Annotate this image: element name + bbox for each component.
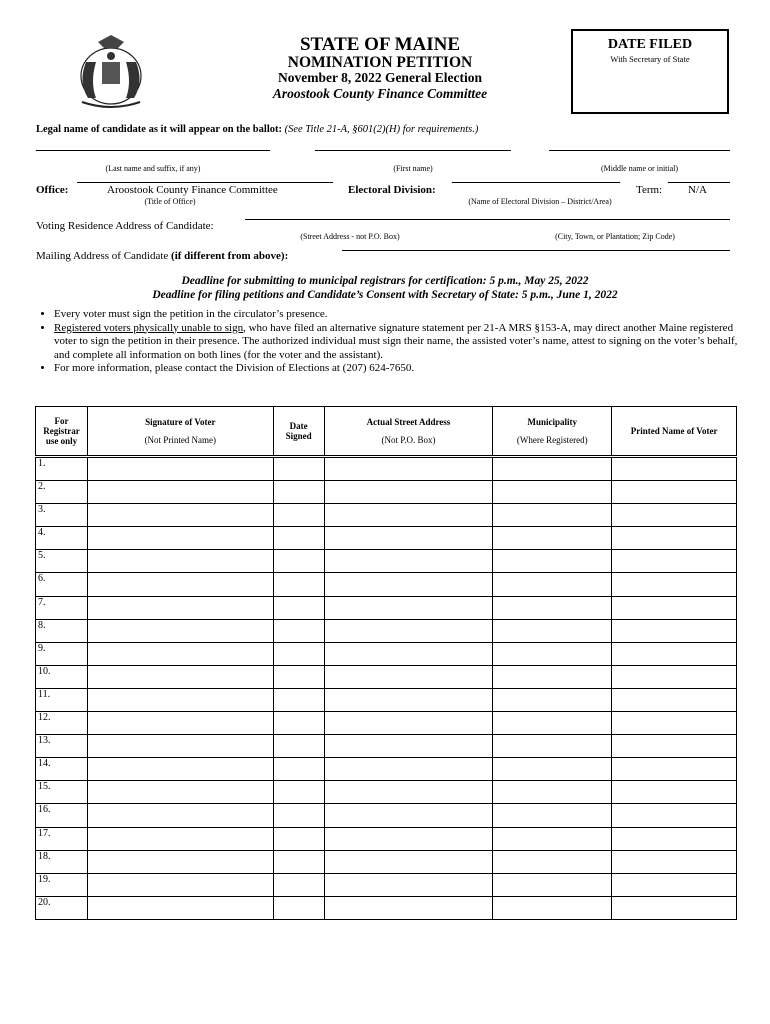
mailing-label-bold: (if different from above): — [171, 250, 289, 262]
signature-cell[interactable] — [87, 619, 273, 642]
date-filed-box — [571, 29, 729, 114]
division-label: Electoral Division: — [348, 184, 436, 196]
state-title: STATE OF MAINE — [299, 34, 461, 55]
row-number: 12. — [36, 712, 88, 735]
instruction-item — [54, 362, 744, 376]
table-row — [36, 896, 737, 919]
signature-cell[interactable] — [493, 873, 612, 896]
row-number: 9. — [36, 642, 88, 665]
table-row — [36, 688, 737, 711]
table-row — [36, 735, 737, 758]
row-number: 20. — [36, 896, 88, 919]
row-number: 3. — [36, 504, 88, 527]
table-row — [36, 550, 737, 573]
signature-cell[interactable] — [493, 596, 612, 619]
row-number: 19. — [36, 873, 88, 896]
signature-cell[interactable] — [324, 596, 493, 619]
table-row — [36, 457, 737, 481]
signature-cell[interactable] — [273, 850, 324, 873]
signature-cell[interactable] — [612, 596, 737, 619]
signature-cell[interactable] — [87, 457, 273, 481]
legal-name-label: Legal name of candidate as it will appear on the ballot: — [36, 124, 282, 135]
term-line — [668, 182, 730, 183]
signature-cell[interactable] — [87, 712, 273, 735]
signature-cell[interactable] — [324, 527, 493, 550]
row-number: 14. — [36, 758, 88, 781]
office-line — [77, 182, 333, 183]
signature-cell[interactable] — [324, 481, 493, 504]
first-name-caption: (First name) — [393, 164, 433, 173]
term-label: Term: — [636, 184, 663, 196]
signature-cell[interactable] — [273, 688, 324, 711]
row-number: 5. — [36, 550, 88, 573]
office-label: Office: — [36, 184, 69, 196]
signature-cell[interactable] — [612, 758, 737, 781]
signature-cell[interactable] — [324, 804, 493, 827]
table-header-row — [36, 407, 737, 457]
signature-cell[interactable] — [273, 504, 324, 527]
signature-cell[interactable] — [493, 619, 612, 642]
signature-cell[interactable] — [493, 688, 612, 711]
signature-cell[interactable] — [87, 688, 273, 711]
signature-cell[interactable] — [324, 758, 493, 781]
deadline-secretary: Deadline for filing petitions and Candidate’s Consent with Secretary of State: 5 p.m., June 1, 2022 — [152, 289, 618, 301]
instruction-link[interactable]: Registered voters physically unable to sign — [54, 321, 244, 334]
col-signature-label: Signature of Voter — [145, 417, 216, 427]
instruction-text: Every voter must sign the petition in the circulator’s presence. — [54, 308, 328, 320]
signature-cell[interactable] — [87, 573, 273, 596]
signature-cell[interactable] — [324, 642, 493, 665]
signature-cell[interactable] — [493, 758, 612, 781]
term-value[interactable]: N/A — [688, 184, 707, 196]
table-row — [36, 873, 737, 896]
signature-cell[interactable] — [87, 850, 273, 873]
col-address — [324, 407, 493, 457]
signature-cell[interactable] — [324, 896, 493, 919]
instruction-item — [54, 322, 744, 363]
signature-cell[interactable] — [612, 504, 737, 527]
row-number: 1. — [36, 457, 88, 481]
signature-cell[interactable] — [87, 758, 273, 781]
signature-cell[interactable] — [493, 850, 612, 873]
col-signature — [87, 407, 273, 457]
committee-title: Aroostook County Finance Committee — [272, 86, 488, 101]
division-line[interactable] — [452, 182, 620, 183]
signature-cell[interactable] — [273, 481, 324, 504]
signature-cell[interactable] — [273, 804, 324, 827]
mailing-label — [36, 250, 288, 262]
signature-cell[interactable] — [273, 596, 324, 619]
table-row — [36, 481, 737, 504]
row-number: 15. — [36, 781, 88, 804]
table-row — [36, 827, 737, 850]
col-address-sub: (Not P.O. Box) — [381, 435, 436, 445]
signature-cell[interactable] — [612, 896, 737, 919]
signature-cell[interactable] — [324, 504, 493, 527]
col-municipality — [493, 407, 612, 457]
signature-cell[interactable] — [273, 642, 324, 665]
signature-table — [35, 406, 737, 920]
table-row — [36, 712, 737, 735]
signature-cell[interactable] — [612, 527, 737, 550]
col-municipality-label: Municipality — [527, 417, 577, 427]
signature-cell[interactable] — [612, 457, 737, 481]
signature-cell[interactable] — [87, 527, 273, 550]
last-name-line[interactable] — [36, 150, 270, 151]
col-registrar: For Registrar use only — [36, 407, 88, 457]
signature-cell[interactable] — [87, 804, 273, 827]
signature-cell[interactable] — [87, 642, 273, 665]
signature-cell[interactable] — [493, 804, 612, 827]
signature-cell[interactable] — [324, 573, 493, 596]
election-title: November 8, 2022 General Election — [277, 70, 483, 85]
residence-label: Voting Residence Address of Candidate: — [36, 220, 214, 232]
signature-cell[interactable] — [273, 781, 324, 804]
signature-cell[interactable] — [324, 665, 493, 688]
table-row — [36, 781, 737, 804]
signature-cell[interactable] — [612, 827, 737, 850]
mailing-line[interactable] — [342, 250, 730, 251]
row-number: 2. — [36, 481, 88, 504]
signature-cell[interactable] — [493, 642, 612, 665]
signature-cell[interactable] — [273, 619, 324, 642]
signature-cell[interactable] — [612, 735, 737, 758]
first-name-line[interactable] — [315, 150, 511, 151]
state-seal-image — [68, 32, 154, 108]
signature-cell[interactable] — [324, 688, 493, 711]
office-caption: (Title of Office) — [144, 197, 196, 206]
signature-cell[interactable] — [493, 457, 612, 481]
signature-cell[interactable] — [493, 735, 612, 758]
office-value[interactable]: Aroostook County Finance Committee — [107, 184, 278, 196]
signature-cell[interactable] — [612, 873, 737, 896]
signature-cell[interactable] — [612, 573, 737, 596]
signature-cell[interactable] — [324, 457, 493, 481]
city-caption: (City, Town, or Plantation; Zip Code) — [555, 232, 675, 241]
signature-cell[interactable] — [273, 527, 324, 550]
signature-cell[interactable] — [493, 827, 612, 850]
deadline-registrars: Deadline for submitting to municipal registrars for certification: 5 p.m., May 25, 2022 — [181, 275, 589, 287]
instruction-item — [54, 308, 744, 322]
signature-cell[interactable] — [273, 873, 324, 896]
table-row — [36, 642, 737, 665]
table-row — [36, 758, 737, 781]
date-filed-sub: With Secretary of State — [610, 54, 690, 64]
signature-cell[interactable] — [87, 827, 273, 850]
signature-cell[interactable] — [273, 827, 324, 850]
signature-cell[interactable] — [87, 481, 273, 504]
signature-cell[interactable] — [273, 758, 324, 781]
row-number: 18. — [36, 850, 88, 873]
signature-cell[interactable] — [273, 573, 324, 596]
row-number: 11. — [36, 688, 88, 711]
middle-name-line[interactable] — [549, 150, 730, 151]
mailing-label-text: Mailing Address of Candidate — [36, 250, 169, 262]
table-row — [36, 573, 737, 596]
col-municipality-sub: (Where Registered) — [516, 435, 588, 445]
signature-cell[interactable] — [324, 619, 493, 642]
signature-cell[interactable] — [493, 665, 612, 688]
table-row — [36, 596, 737, 619]
signature-cell[interactable] — [493, 527, 612, 550]
signature-cell[interactable] — [612, 804, 737, 827]
signature-cell[interactable] — [493, 573, 612, 596]
col-printed-name: Printed Name of Voter — [612, 407, 737, 457]
col-date: Date Signed — [273, 407, 324, 457]
signature-cell[interactable] — [324, 827, 493, 850]
row-number: 17. — [36, 827, 88, 850]
signature-cell[interactable] — [612, 619, 737, 642]
signature-cell[interactable] — [324, 781, 493, 804]
signature-cell[interactable] — [87, 596, 273, 619]
signature-cell[interactable] — [273, 896, 324, 919]
signature-cell[interactable] — [87, 665, 273, 688]
signature-cell[interactable] — [273, 712, 324, 735]
signature-cell[interactable] — [87, 550, 273, 573]
signature-cell[interactable] — [612, 481, 737, 504]
signature-cell[interactable] — [612, 712, 737, 735]
signature-cell[interactable] — [493, 781, 612, 804]
table-row — [36, 527, 737, 550]
residence-line[interactable] — [245, 219, 730, 220]
legal-name-instruction — [36, 124, 478, 135]
signature-cell[interactable] — [612, 550, 737, 573]
signature-cell[interactable] — [493, 481, 612, 504]
table-row — [36, 504, 737, 527]
row-number: 8. — [36, 619, 88, 642]
signature-cell[interactable] — [87, 873, 273, 896]
middle-name-caption: (Middle name or initial) — [600, 164, 679, 173]
street-caption: (Street Address - not P.O. Box) — [300, 232, 400, 241]
table-row — [36, 804, 737, 827]
date-filed-label: DATE FILED — [607, 37, 693, 52]
last-name-caption: (Last name and suffix, if any) — [105, 164, 201, 173]
row-number: 10. — [36, 665, 88, 688]
signature-cell[interactable] — [87, 504, 273, 527]
col-address-label: Actual Street Address — [366, 417, 451, 427]
instruction-text: For more information, please contact the Division of Elections at (207) 624-7650. — [54, 362, 415, 374]
division-caption: (Name of Electoral Division – District/Area) — [468, 197, 612, 206]
form-title: NOMINATION PETITION — [287, 54, 473, 71]
signature-cell[interactable] — [87, 781, 273, 804]
signature-cell[interactable] — [273, 457, 324, 481]
row-number: 13. — [36, 735, 88, 758]
signature-cell[interactable] — [612, 642, 737, 665]
signature-cell[interactable] — [324, 550, 493, 573]
instruction-text: , who have filed an alternative signature statement per 21-A MRS §153-A, may direct another Maine registered voter to sign the petition in their presence. The authorized individual must sign their name, the assisted voter’s name, attest to signing on the voter’s behalf, and complete all information on both lines (for the voter and the assistant). — [54, 321, 738, 361]
table-row — [36, 850, 737, 873]
signature-cell[interactable] — [324, 850, 493, 873]
signature-cell[interactable] — [612, 688, 737, 711]
instructions-list — [36, 308, 744, 376]
row-number: 4. — [36, 527, 88, 550]
table-row — [36, 665, 737, 688]
signature-cell[interactable] — [324, 712, 493, 735]
row-number: 6. — [36, 573, 88, 596]
row-number: 7. — [36, 596, 88, 619]
signature-cell[interactable] — [87, 896, 273, 919]
signature-cell[interactable] — [612, 781, 737, 804]
signature-cell[interactable] — [493, 896, 612, 919]
row-number: 16. — [36, 804, 88, 827]
signature-cell[interactable] — [87, 735, 273, 758]
table-row — [36, 619, 737, 642]
signature-cell[interactable] — [493, 504, 612, 527]
signature-cell[interactable] — [273, 550, 324, 573]
signature-cell[interactable] — [273, 735, 324, 758]
signature-cell[interactable] — [612, 665, 737, 688]
signature-cell[interactable] — [493, 550, 612, 573]
signature-cell[interactable] — [612, 850, 737, 873]
col-signature-sub: (Not Printed Name) — [144, 435, 217, 445]
signature-cell[interactable] — [493, 712, 612, 735]
legal-name-note: (See Title 21-A, §601(2)(H) for requirements.) — [284, 124, 479, 135]
signature-cell[interactable] — [324, 873, 493, 896]
signature-cell[interactable] — [324, 735, 493, 758]
signature-cell[interactable] — [273, 665, 324, 688]
